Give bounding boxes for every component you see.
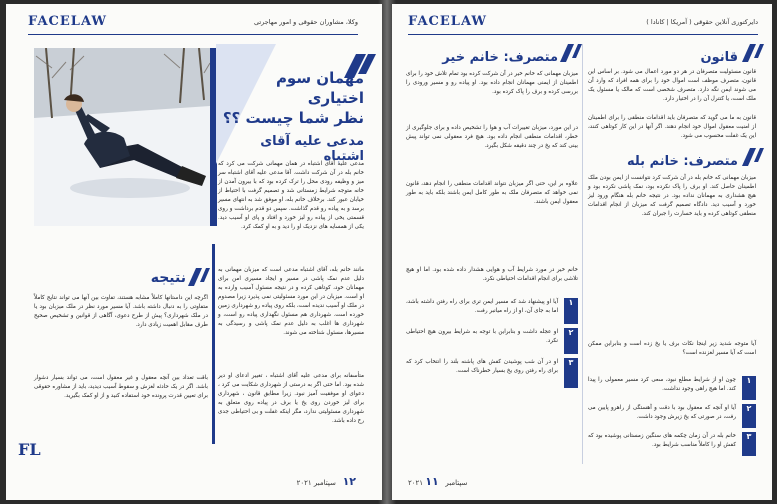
page-title bbox=[218, 68, 364, 128]
list-item bbox=[588, 404, 756, 428]
column-divider bbox=[582, 44, 583, 464]
paragraph: باقت تعداد بین آنچه معقول و غیر معقول است، می تواند بسیار دشوار باشد. اگر در یک حادثه لغزش و سقوط آسیب دیدید، باید از مشاوره حقوقی برای تعیین قدرت پرونده خود استفاده کنید و از او کمک بگیرید. bbox=[34, 375, 208, 399]
section-heading-plaintiff: متصرف: خانم بله bbox=[626, 154, 738, 169]
section-heading-result: نتیجه bbox=[150, 270, 186, 286]
header-subtitle: وکلا، مشاوران حقوقی و امور مهاجرتی bbox=[253, 18, 358, 26]
list-number: ۳ bbox=[742, 432, 756, 456]
header-rule bbox=[28, 34, 358, 35]
footer-month: سپتامبر bbox=[445, 479, 468, 487]
paragraph: میزبان مهمانی که خانم خیر در آن شرکت کرده بود تمام تلاش خود را برای اطمینان از ایمنی مهمانان انجام داده بود. او پیاده رو و مسیر ورودی را بررسی کرده و برف را پاک کرده بود. bbox=[406, 71, 578, 95]
title-line-2: نظر شما چیست ؟؟ bbox=[222, 109, 364, 127]
header-subtitle: دایرکتوری آنلاین حقوقی ( آمریکا | کانادا ) bbox=[646, 18, 758, 26]
list-item bbox=[406, 298, 578, 324]
left-page bbox=[6, 4, 382, 500]
list-item bbox=[406, 328, 578, 354]
title-line-1: مهمان سوم اختیاری bbox=[275, 69, 364, 107]
header-brand: FACELAW bbox=[28, 14, 107, 29]
list-number: ۳ bbox=[564, 358, 578, 388]
section-accent-icon bbox=[742, 44, 764, 64]
list-text: او در آن شب پوشیدن کفش های پاشنه بلند را انتخاب کرد که برای راه رفتن روی یخ بسیار خطرناک است. bbox=[406, 359, 558, 374]
header-rule bbox=[408, 34, 758, 35]
list-text: او عجله داشت و بنابراین با توجه به شرایط بیرون هیچ احتیاطی نکرد. bbox=[406, 329, 558, 344]
page-number: ۱۲ bbox=[342, 475, 356, 488]
paragraph: قانون مسئولیت متصرفان در هر دو مورد اعمال می شود. بر اساس این قانون، متصرف موظف است اموال خود را برای همه افراد که وارد آن می شوند ایمن نگه دارد. متصرف شخصی است که مالک یا مسئول یک ملک است، یا کنترل آن را در اختیار دارد. bbox=[588, 69, 756, 102]
list-text: آیا او پیشنهاد شد که مسیر ایمن تری برای راه رفتن داشته باشد، اما به جای آن، او از راه میانبر رفت. bbox=[406, 299, 558, 314]
list-text: چون او از شرایط مطلع نبود، سعی کرد مسیر معمولی را پیدا کند. اما هیچ راهی وجود نداشت. bbox=[588, 377, 736, 392]
footer-year: ۲۰۲۱ bbox=[408, 479, 424, 487]
list-text: آیا او آنچه که معقول بود با دقت و آهستگی از راهرو پایین می رفت، در صورتی که یخ زیرش وجود داشت. bbox=[588, 405, 736, 420]
list-number: ۱ bbox=[742, 376, 756, 400]
paragraph: مانند خانم بله، آقای اشتباه مدعی است که میزبان مهمانی به دلیل عدم نمک پاشی در مسیر و ایجاد مسیری امن برای مهمانان خود، کوتاهی کرده و در نتیجه مسئول آسیب وارده به او است. میزبان در این مورد مسئولیتی نمی پذیرد زیرا مصدوم در ملک او آسیب ندیده است، بلکه روی پیاده رو شهرداری زمین خورده است. شهرداری هم مسئول نگهداری پیاده رو است، و شهرداری ها اغلب به دلیل عدم نمک پاشی و رسیدگی به مسیرها، مسئول شناخته می شوند. bbox=[218, 267, 364, 336]
right-page-header bbox=[408, 16, 758, 32]
list-item bbox=[406, 358, 578, 388]
section-heading-defendant: متصرف: خانم خیر bbox=[442, 50, 558, 65]
list-intro: آیا متوجه شدید زیر اینجا نکات برف یا یخ زده است و بنابراین ممکن است که آیا مسیر لغزنده است؟ bbox=[588, 341, 756, 356]
person-slipping-on-snow-photo bbox=[34, 48, 210, 226]
list-number: ۱ bbox=[564, 298, 578, 324]
list-item bbox=[588, 376, 756, 400]
left-page-footer bbox=[206, 475, 356, 488]
list-item bbox=[588, 432, 756, 456]
section-heading-law: قانون bbox=[700, 50, 738, 65]
page-number: ۱۱ bbox=[425, 475, 439, 488]
paragraph: میزبان مهمانی که خانم بله در آن شرکت کرد نتوانست از ایمن بودن ملک اطمینان حاصل کند. او برف را پاک نکرده بود، نمک پاشی نکرده بود و هیچ هشداری به مهمانان نداده بود. در نتیجه خانم بله هنگام ورود لیز خورد و آسیب دید. دادگاه تصمیم گرفت که میزبان از انجام اقدامات منطقی کوتاهی کرده و باید خسارت را جبران کند. bbox=[587, 175, 756, 217]
section-accent-icon bbox=[560, 44, 582, 64]
list-text: خانم بله در آن زمان چکمه های سنگین زمستانی پوشیده بود که کفش او را کاملاً مناسب شرایط بود. bbox=[588, 433, 736, 448]
paragraph: اگرچه این داستانها کاملاً مشابه هستند، تفاوت بین آنها می تواند نتایج کاملاً متفاوتی را به دنبال داشته باشد. آیا مسیر مورد نظر در ملک میزبان بود یا در ملک شهرداری؟ پیش از طرح دعوی، آگاهی از قوانین و تشخیص صحیح طرف مقابل اهمیت زیادی دارد. bbox=[34, 295, 208, 328]
right-page bbox=[392, 4, 772, 500]
list-number: ۲ bbox=[564, 328, 578, 354]
section-accent-icon bbox=[188, 268, 210, 288]
section-accent-icon bbox=[742, 148, 764, 168]
left-page-header bbox=[28, 16, 358, 32]
subtitle-defendant: مدعی علیه آقای اشتباه bbox=[260, 134, 364, 164]
header-brand: FACELAW bbox=[408, 14, 487, 29]
right-page-footer bbox=[408, 475, 568, 488]
paragraph: خانم خیر در مورد شرایط آب و هوایی هشدار داده شده بود. اما او هیچ تلاشی برای انجام اقدامات احتیاطی نکرد. bbox=[406, 267, 578, 282]
footer-month: سپتامبر bbox=[313, 479, 336, 487]
paragraph: مدعی علیه آقای اشتباه در همان مهمانی شرکت می کرد که خانم بله در آن شرکت داشت. آقا مدعی علیه آقای اشتباه سر میز و وظیفه رودی محل را ترک کرده بود که با بیرون آمدن از خانه متوجه شرایط زمستانی شد و تصمیم گرفت با احتیاط از خیابان عبور کند. برخلاف خانم بله، او موفق شد به انتهای مسیر برسد و به پیاده رو قدم گذاشت. سپس دو قدم برداشت و روی قسمتی یخی از پیاده رو لیز خورد و افتاد و پای او آسیب دید. یکی از همسایه های نزدیک او را دید و به او کمک کرد. bbox=[218, 161, 364, 230]
column-divider bbox=[212, 244, 215, 444]
paragraph: قانون به ما می گوید که متصرفان باید اقدامات منطقی را برای اطمینان از امنیت معقول اموال خود انجام دهند. اگر آنها در این کار کوتاهی کنند، این یک غفلت محسوب می شود. bbox=[588, 115, 756, 139]
paragraph: در این مورد، میزبان تغییرات آب و هوا را تشخیص داده و برای جلوگیری از خطر، اقدامات منطقی انجام داده بود. هیچ فرد معقولی نمی تواند پیش بینی کند که یخ در چند دقیقه شکل بگیرد. bbox=[406, 125, 578, 149]
facelaw-logo-icon: FL bbox=[18, 440, 41, 459]
list-number: ۲ bbox=[742, 404, 756, 428]
footer-year: ۲۰۲۱ bbox=[296, 479, 312, 487]
paragraph: علاوه بر این، حتی اگر میزبان نتواند اقدامات منطقی را انجام دهد، قانون نمی خواهد که متصرفان ملک به طور کامل ایمن باشند بلکه باید به طور معقول ایمن باشند. bbox=[406, 181, 578, 205]
paragraph: متأسفانه برای مدعی علیه آقای اشتباه ، تغییر ادعای او دیر شده بود. اما حتی اگر به درستی از شهرداری شکایت می کرد ، دعوای او موفقیت آمیز نبود. زیرا مطابق قانون ، شهرداری برای لیز خوردن روی یخ یا برف در پیاده روی متعلق به شهرداری مسئولیتی ندارد، مگر اینکه غفلت و بی احتیاطی جدی رخ داده باشد. bbox=[218, 373, 364, 424]
